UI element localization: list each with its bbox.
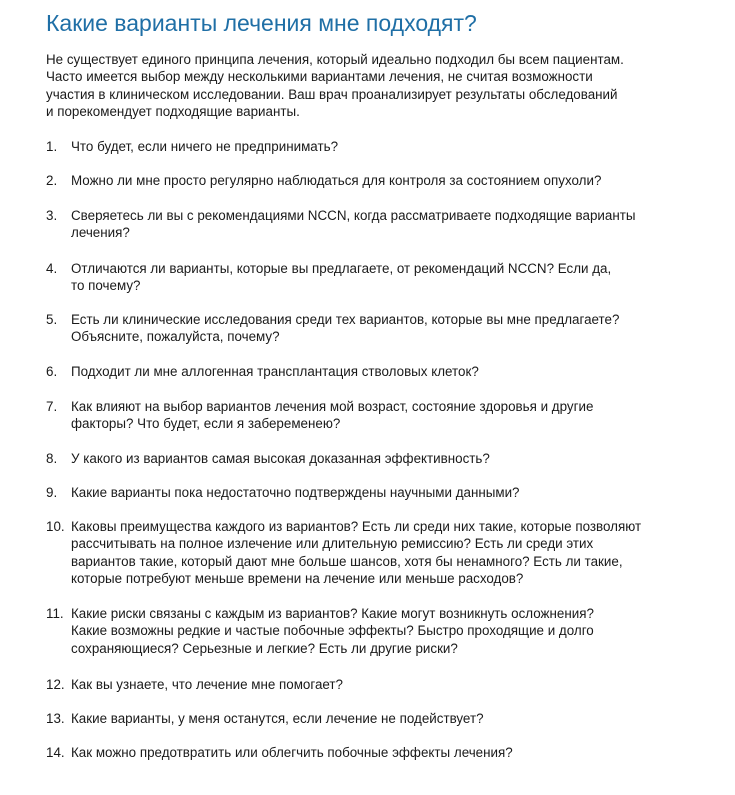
question-line: рассчитывать на полное излечение или длительную ремиссию? Есть ли среди этих: [71, 536, 594, 552]
question-line: У какого из вариантов самая высокая доказанная эффективность?: [71, 451, 490, 466]
intro-line: Часто имеется выбор между несколькими вариантами лечения, не считая возможности: [46, 69, 593, 85]
question-text: [71, 138, 731, 155]
question-line: Подходит ли мне аллогенная трансплантация стволовых клеток?: [71, 364, 479, 379]
question-line: Что будет, если ничего не предпринимать?: [71, 139, 339, 154]
question-number: 7.: [46, 399, 58, 414]
question-line: Какие варианты пока недостаточно подтверждены научными данными?: [71, 485, 520, 500]
question-line: Какие риски связаны с каждым из вариантов? Какие могут возникнуть осложнения?: [71, 606, 594, 621]
question-number: 12.: [46, 677, 65, 692]
question-text: [71, 710, 731, 727]
question-text: [71, 484, 731, 501]
question-text: [71, 260, 731, 295]
question-line: Как вы узнаете, что лечение мне помогает?: [71, 677, 343, 692]
question-number: 10.: [46, 519, 65, 534]
question-line: Каковы преимущества каждого из вариантов? Есть ли среди них такие, которые позволяют: [71, 519, 642, 534]
page-title: Какие варианты лечения мне подходят?: [46, 10, 477, 36]
question-line: сохраняющиеся? Серьезные и легкие? Есть ли другие риски?: [71, 640, 458, 656]
question-text: [71, 398, 731, 433]
question-text: [71, 172, 731, 189]
question-number: 4.: [46, 261, 58, 276]
question-number: 6.: [46, 364, 58, 379]
question-line: Как можно предотвратить или облегчить побочные эффекты лечения?: [71, 745, 513, 760]
question-line: Отличаются ли варианты, которые вы предлагаете, от рекомендаций NCCN? Если да,: [71, 261, 612, 276]
intro-line: и порекомендует подходящие варианты.: [46, 104, 300, 120]
question-number: 8.: [46, 451, 58, 466]
question-number: 14.: [46, 745, 65, 760]
question-text: [71, 363, 731, 380]
question-line: Какие варианты, у меня останутся, если лечение не подействует?: [71, 711, 484, 726]
question-line: вариантов такие, который дают мне больше шансов, хотя бы ненамного? Есть ли такие,: [71, 553, 623, 569]
question-line: факторы? Что будет, если я забеременею?: [71, 416, 341, 432]
question-text: [71, 207, 731, 242]
question-number: 5.: [46, 312, 58, 327]
question-number: 9.: [46, 485, 58, 500]
question-number: 11.: [46, 606, 64, 621]
question-line: Сверяетесь ли вы с рекомендациями NCCN, когда рассматриваете подходящие варианты: [71, 208, 636, 223]
question-text: [71, 676, 731, 693]
question-line: Какие возможны редкие и частые побочные эффекты? Быстро проходящие и долго: [71, 623, 594, 639]
question-text: [71, 518, 731, 588]
intro-line: участия в клиническом исследовании. Ваш врач проанализирует результаты обследований: [46, 86, 618, 102]
question-number: 1.: [46, 139, 58, 154]
question-line: Есть ли клинические исследования среди тех вариантов, которые вы мне предлагаете?: [71, 312, 620, 327]
question-line: Можно ли мне просто регулярно наблюдаться для контроля за состоянием опухоли?: [71, 173, 602, 188]
question-text: [71, 605, 731, 657]
question-line: Объясните, пожалуйста, почему?: [71, 329, 280, 345]
question-line: Как влияют на выбор вариантов лечения мой возраст, состояние здоровья и другие: [71, 399, 594, 414]
intro-line: Не существует единого принципа лечения, который идеально подходил бы всем пациентам.: [46, 52, 624, 67]
question-line: которые потребуют меньше времени на лечение или меньше расходов?: [71, 571, 524, 587]
question-number: 13.: [46, 711, 65, 726]
question-number: 3.: [46, 208, 58, 223]
question-line: то почему?: [71, 278, 141, 294]
question-text: [71, 311, 731, 346]
question-line: лечения?: [71, 225, 130, 241]
intro-paragraph: [46, 51, 696, 121]
question-text: [71, 744, 731, 761]
question-number: 2.: [46, 173, 58, 188]
question-text: [71, 450, 731, 467]
